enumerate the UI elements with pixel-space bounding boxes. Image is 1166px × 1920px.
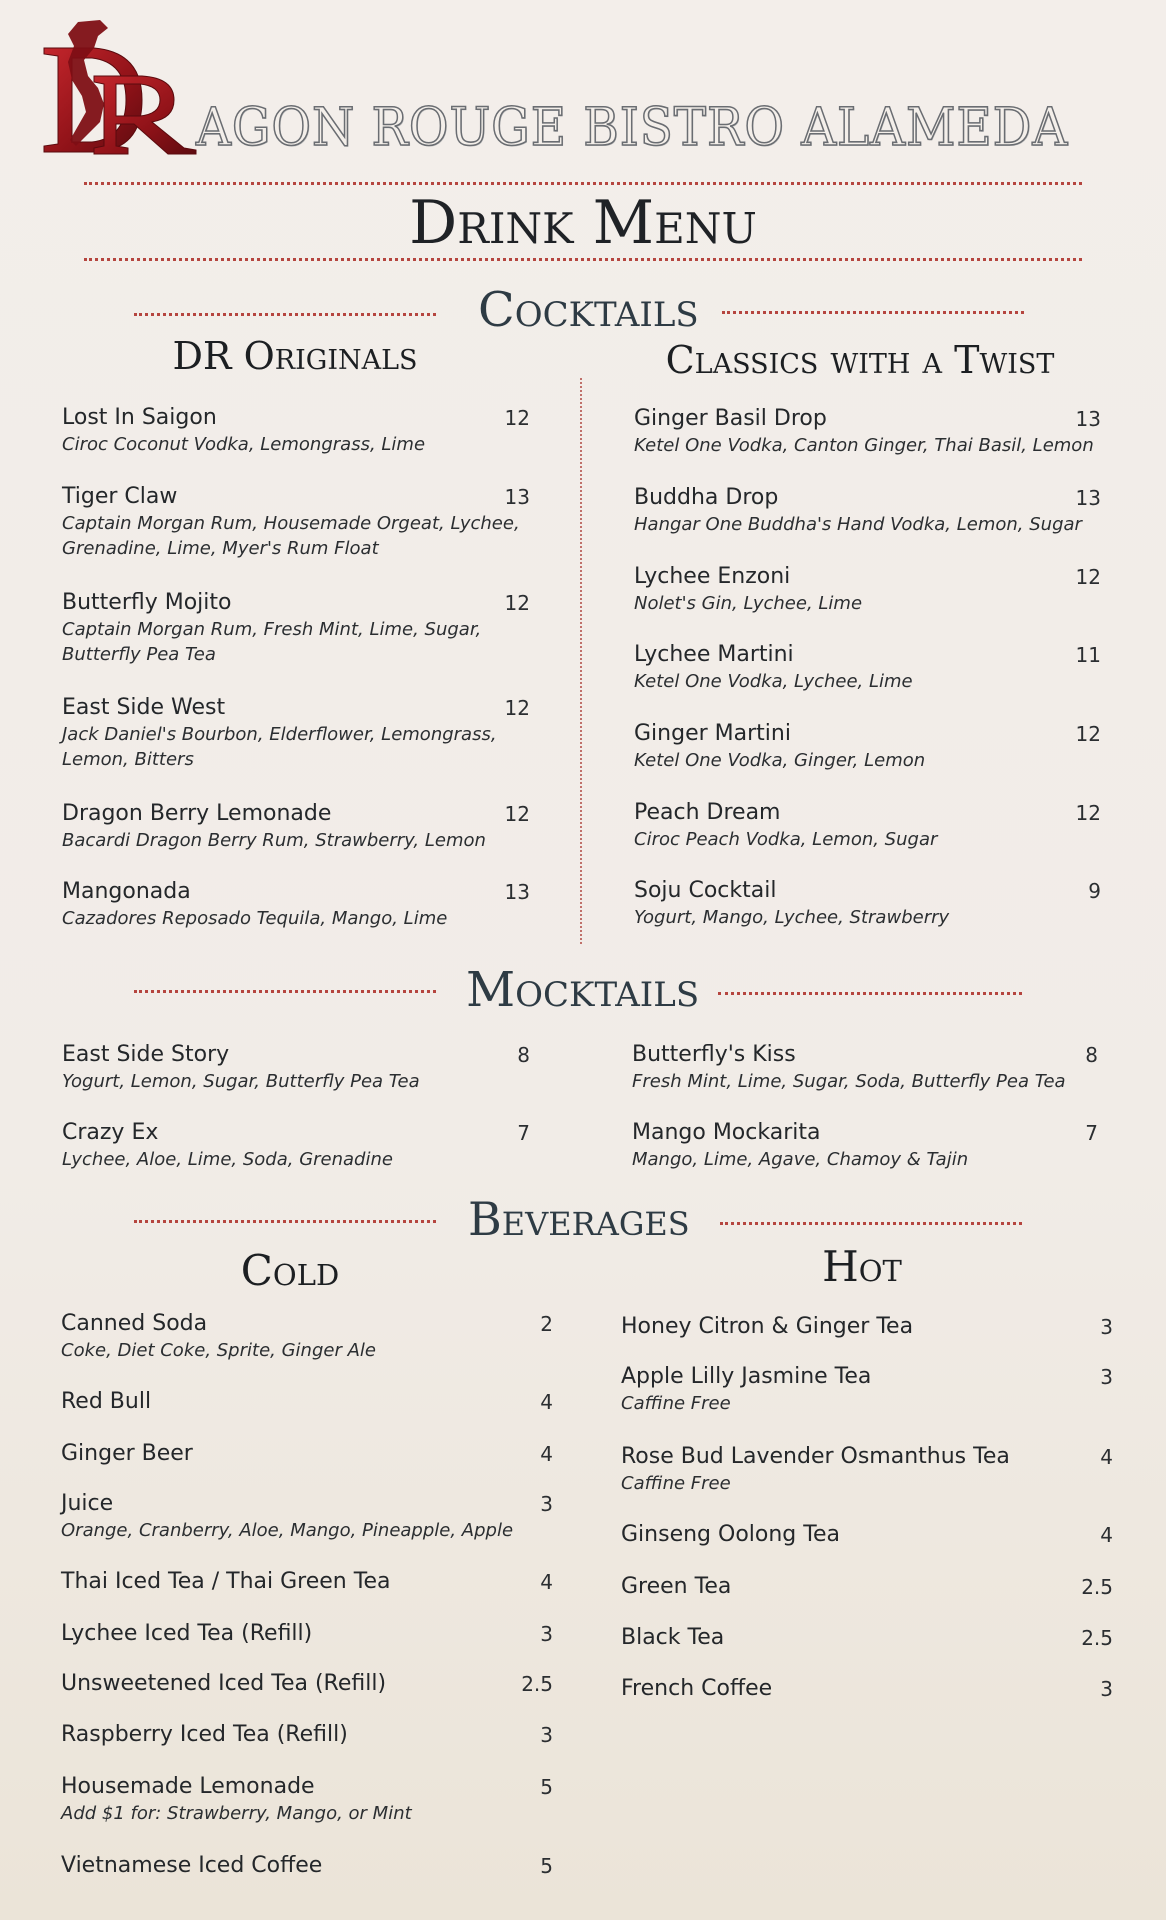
item-description: Fresh Mint, Lime, Sugar, Soda, Butterfly Pea Tea [632, 1071, 1066, 1092]
item-name: Thai Iced Tea / Thai Green Tea [61, 1569, 391, 1594]
item-name: Green Tea [621, 1574, 732, 1599]
menu-item [621, 1624, 1121, 1652]
item-name: Ginger Beer [61, 1441, 193, 1466]
menu-item [61, 1490, 561, 1543]
menu-item [61, 1773, 561, 1826]
item-price: 12 [1075, 722, 1101, 746]
menu-item [61, 1440, 561, 1468]
item-price: 5 [540, 1775, 553, 1799]
item-name: East Side Story [62, 1042, 230, 1067]
item-price: 12 [1075, 565, 1101, 589]
divider-dotted [134, 1220, 436, 1223]
item-description: Hangar One Buddha's Hand Vodka, Lemon, Sugar [634, 514, 1082, 535]
item-price: 3 [1100, 1677, 1113, 1701]
hot-heading: Hot [822, 1242, 902, 1291]
dr-originals-heading: DR Originals [172, 334, 418, 378]
menu-item [621, 1313, 1121, 1341]
menu-item [61, 1852, 561, 1880]
item-description: Captain Morgan Rum, Fresh Mint, Lime, Sugar, Butterfly Pea Tea [62, 619, 482, 665]
item-price: 2.5 [1081, 1626, 1113, 1650]
item-price: 3 [540, 1492, 553, 1516]
item-price: 11 [1075, 643, 1101, 667]
item-description: Coke, Diet Coke, Sprite, Ginger Ale [61, 1340, 376, 1361]
menu-item [621, 1363, 1121, 1416]
item-name: Mango Mockarita [632, 1120, 821, 1145]
item-price: 13 [504, 880, 530, 904]
item-price: 4 [1100, 1523, 1113, 1547]
item-name: Vietnamese Iced Coffee [61, 1853, 323, 1878]
item-name: Mangonada [62, 879, 191, 904]
dragon-rouge-logo [38, 18, 198, 168]
item-price: 13 [504, 485, 530, 509]
item-name: Butterfly's Kiss [632, 1042, 796, 1067]
item-price: 7 [517, 1121, 530, 1145]
menu-item [621, 1443, 1121, 1496]
item-price: 12 [504, 591, 530, 615]
item-name: Honey Citron & Ginger Tea [621, 1314, 914, 1339]
item-name: Dragon Berry Lemonade [62, 801, 332, 826]
item-price: 3 [540, 1622, 553, 1646]
cocktails-heading: Cocktails [478, 282, 699, 338]
item-price: 13 [1075, 407, 1101, 431]
column-divider [580, 378, 582, 944]
item-description: Jack Daniel's Bourbon, Elderflower, Lemongrass, Lemon, Bitters [62, 724, 497, 770]
item-name: Apple Lilly Jasmine Tea [621, 1364, 872, 1389]
item-description: Captain Morgan Rum, Housemade Orgeat, Lychee, Grenadine, Lime, Myer's Rum Float [62, 513, 520, 559]
classics-heading: Classics with a Twist [665, 338, 1055, 382]
item-name: Buddha Drop [634, 485, 779, 510]
divider-dotted [84, 182, 1082, 185]
item-price: 2.5 [521, 1672, 553, 1696]
menu-item [621, 1521, 1121, 1549]
item-price: 3 [1100, 1315, 1113, 1339]
menu-item [61, 1670, 561, 1698]
menu-item [61, 1568, 561, 1596]
item-price: 12 [504, 406, 530, 430]
item-description: Ciroc Coconut Vodka, Lemongrass, Lime [62, 434, 426, 455]
item-name: Black Tea [621, 1625, 725, 1650]
restaurant-name: AGON ROUGE BISTRO ALAMEDA [196, 98, 1069, 158]
menu-item [61, 1388, 561, 1416]
divider-dotted [722, 311, 1024, 314]
menu-item [61, 1721, 561, 1749]
item-name: Tiger Claw [62, 484, 178, 509]
item-name: Lychee Iced Tea (Refill) [61, 1621, 313, 1646]
menu-item [61, 1620, 561, 1648]
item-name: Canned Soda [61, 1311, 208, 1336]
item-name: Ginger Basil Drop [634, 406, 827, 431]
item-description: Cazadores Reposado Tequila, Mango, Lime [62, 908, 448, 929]
item-description: Add $1 for: Strawberry, Mango, or Mint [61, 1803, 412, 1824]
menu-item [621, 1675, 1121, 1703]
item-price: 12 [1075, 801, 1101, 825]
item-name: Lost In Saigon [62, 405, 217, 430]
divider-dotted [718, 992, 1022, 995]
item-description: Nolet's Gin, Lychee, Lime [634, 593, 863, 614]
divider-dotted [84, 258, 1082, 261]
item-description: Caffine Free [621, 1393, 731, 1414]
item-price: 2 [540, 1312, 553, 1336]
item-name: Crazy Ex [62, 1120, 159, 1145]
menu-title: Drink Menu [409, 188, 757, 258]
item-price: 8 [517, 1043, 530, 1067]
menu-item [61, 1310, 561, 1363]
menu-item [62, 1041, 522, 1094]
item-price: 4 [540, 1570, 553, 1594]
item-price: 4 [540, 1442, 553, 1466]
item-price: 8 [1085, 1043, 1098, 1067]
item-name: Ginger Martini [634, 721, 791, 746]
item-name: Red Bull [61, 1389, 152, 1414]
item-name: Rose Bud Lavender Osmanthus Tea [621, 1444, 1010, 1469]
item-name: Ginseng Oolong Tea [621, 1522, 840, 1547]
item-price: 4 [540, 1390, 553, 1414]
menu-item [632, 1119, 1092, 1172]
item-description: Lychee, Aloe, Lime, Soda, Grenadine [62, 1149, 393, 1170]
item-name: Peach Dream [634, 800, 781, 825]
mocktails-heading: Mocktails [466, 962, 700, 1018]
menu-item [632, 1041, 1092, 1094]
item-name: East Side West [62, 695, 226, 720]
menu-item [621, 1573, 1121, 1601]
item-description: Orange, Cranberry, Aloe, Mango, Pineapple, Apple [61, 1520, 514, 1541]
menu-item [62, 1119, 522, 1172]
beverages-heading: Beverages [468, 1192, 690, 1246]
item-price: 7 [1085, 1121, 1098, 1145]
item-name: Butterfly Mojito [62, 590, 232, 615]
item-price: 12 [504, 696, 530, 720]
divider-dotted [720, 1222, 1022, 1225]
item-description: Ketel One Vodka, Lychee, Lime [634, 671, 913, 692]
divider-dotted [134, 313, 436, 316]
item-price: 3 [1100, 1365, 1113, 1389]
item-name: Housemade Lemonade [61, 1774, 315, 1799]
item-name: Raspberry Iced Tea (Refill) [61, 1722, 348, 1747]
item-description: Mango, Lime, Agave, Chamoy & Tajin [632, 1149, 969, 1170]
item-price: 3 [540, 1723, 553, 1747]
item-price: 4 [1100, 1445, 1113, 1469]
divider-dotted [134, 990, 436, 993]
item-name: Unsweetened Iced Tea (Refill) [61, 1671, 387, 1696]
item-name: Soju Cocktail [634, 878, 777, 903]
item-name: French Coffee [621, 1676, 773, 1701]
item-description: Ketel One Vodka, Ginger, Lemon [634, 750, 926, 771]
item-description: Caffine Free [621, 1473, 731, 1494]
item-description: Ciroc Peach Vodka, Lemon, Sugar [634, 829, 938, 850]
item-price: 12 [504, 802, 530, 826]
cold-heading: Cold [240, 1246, 340, 1295]
item-description: Ketel One Vodka, Canton Ginger, Thai Basil, Lemon [634, 435, 1094, 456]
item-price: 13 [1075, 486, 1101, 510]
item-price: 2.5 [1081, 1575, 1113, 1599]
item-price: 9 [1088, 879, 1101, 903]
item-description: Yogurt, Mango, Lychee, Strawberry [634, 907, 950, 928]
item-name: Lychee Enzoni [634, 564, 791, 589]
item-description: Bacardi Dragon Berry Rum, Strawberry, Lemon [62, 830, 486, 851]
item-description: Yogurt, Lemon, Sugar, Butterfly Pea Tea [62, 1071, 420, 1092]
item-name: Juice [61, 1491, 114, 1516]
item-name: Lychee Martini [634, 642, 794, 667]
item-price: 5 [540, 1854, 553, 1878]
